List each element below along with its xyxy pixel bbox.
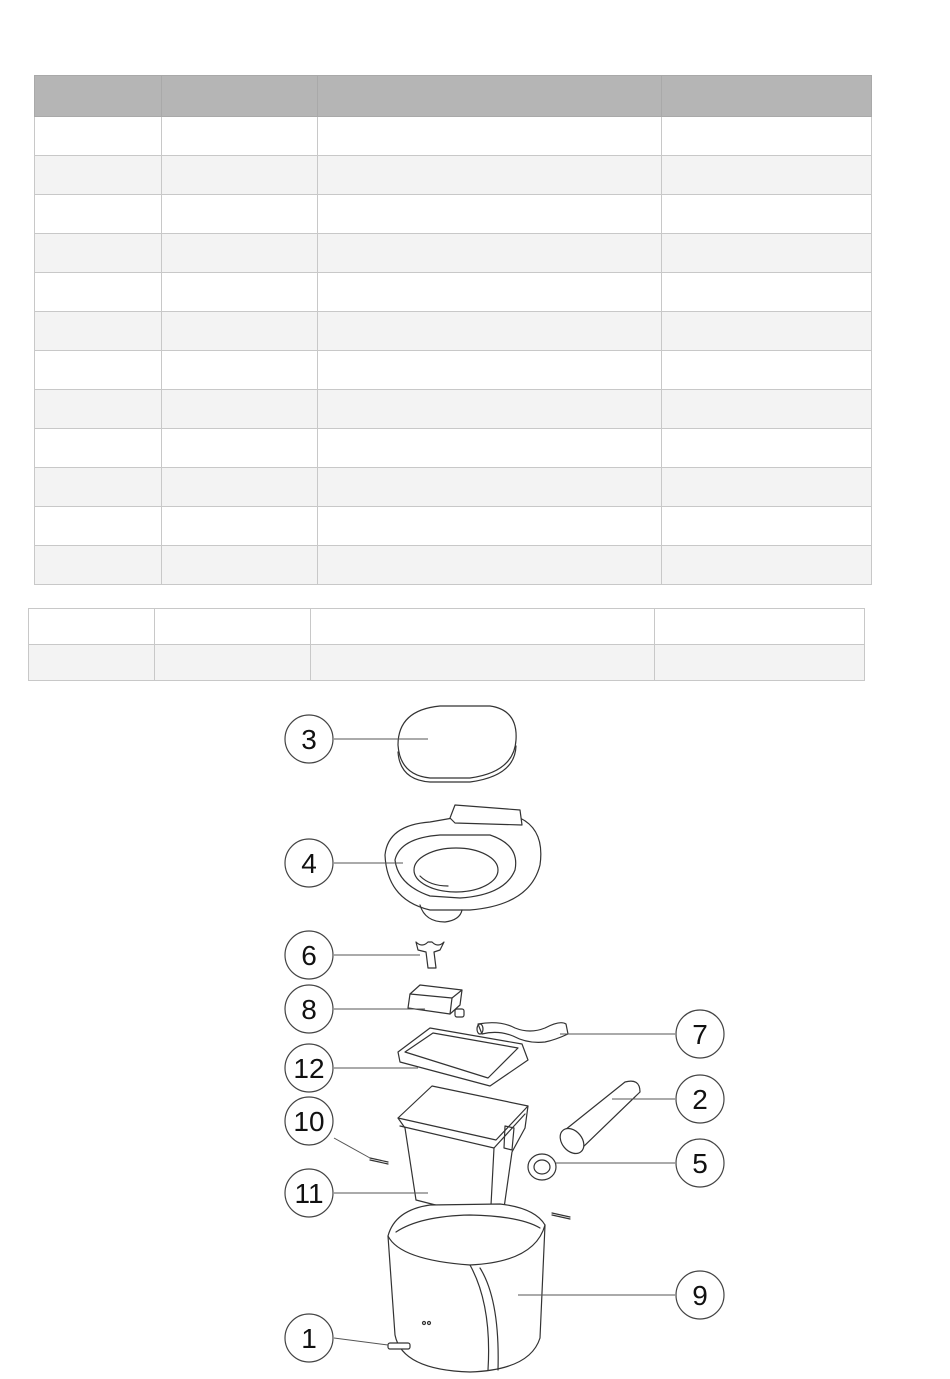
callout	[285, 1169, 333, 1217]
table-cell	[35, 351, 162, 390]
valve-part	[408, 985, 464, 1017]
callout-number: 5	[692, 1148, 708, 1179]
table-cell	[35, 390, 162, 429]
table-cell	[35, 273, 162, 312]
table-cell	[162, 390, 318, 429]
callout	[676, 1010, 724, 1058]
table-cell	[318, 429, 662, 468]
header-cell	[35, 76, 162, 117]
callout-number: 3	[301, 724, 317, 755]
table-cell	[662, 429, 872, 468]
table-row	[29, 645, 865, 681]
label-part	[388, 1343, 410, 1349]
callout	[285, 931, 333, 979]
callout	[676, 1075, 724, 1123]
table-cell	[318, 312, 662, 351]
table-cell	[35, 468, 162, 507]
table-cell	[29, 609, 155, 645]
lid-part	[398, 706, 516, 782]
table-cell	[318, 273, 662, 312]
table-cell	[662, 507, 872, 546]
callout	[285, 1314, 333, 1362]
table-cell	[318, 507, 662, 546]
parts-table	[34, 75, 872, 585]
table-cell	[162, 156, 318, 195]
extra-table	[28, 608, 865, 681]
table-cell	[155, 609, 311, 645]
callout	[285, 839, 333, 887]
clip-part	[416, 942, 444, 968]
callout-number: 9	[692, 1280, 708, 1311]
table-cell	[662, 390, 872, 429]
callout-number: 11	[294, 1178, 324, 1209]
table-cell	[29, 645, 155, 681]
table-header-row	[35, 76, 872, 117]
seat-bowl-part	[385, 805, 541, 922]
table-cell	[662, 156, 872, 195]
table-cell	[162, 429, 318, 468]
table-cell	[655, 609, 865, 645]
table-cell	[35, 195, 162, 234]
callout	[285, 1097, 333, 1145]
table-cell	[318, 546, 662, 585]
table-cell	[662, 312, 872, 351]
table-cell	[318, 390, 662, 429]
table-cell	[162, 273, 318, 312]
container-part	[398, 1086, 528, 1224]
table-cell	[35, 507, 162, 546]
header-cell	[662, 76, 872, 117]
table-cell	[662, 195, 872, 234]
table-cell	[318, 195, 662, 234]
shell-part	[388, 1204, 545, 1372]
callout-number: 12	[293, 1053, 325, 1084]
callout-number: 4	[301, 848, 317, 879]
header-cell	[318, 76, 662, 117]
table-cell	[162, 312, 318, 351]
table-cell	[162, 234, 318, 273]
table-cell	[318, 351, 662, 390]
table-cell	[162, 117, 318, 156]
table-cell	[662, 546, 872, 585]
table-cell	[318, 156, 662, 195]
table-cell	[162, 468, 318, 507]
table-row	[35, 351, 872, 390]
table-row	[35, 156, 872, 195]
table-cell	[162, 351, 318, 390]
table-cell	[35, 117, 162, 156]
table-cell	[311, 609, 655, 645]
table-row	[35, 546, 872, 585]
tube-part	[555, 1081, 640, 1158]
table-cell	[662, 273, 872, 312]
table-row	[35, 429, 872, 468]
ring-part	[528, 1154, 556, 1180]
table-cell	[35, 312, 162, 351]
table-cell	[35, 546, 162, 585]
callout	[676, 1271, 724, 1319]
callout	[676, 1139, 724, 1187]
table-cell	[162, 507, 318, 546]
callout-number: 2	[692, 1084, 708, 1115]
table-cell	[35, 156, 162, 195]
header-cell	[162, 76, 318, 117]
table-cell	[311, 645, 655, 681]
table-row	[35, 117, 872, 156]
callout	[285, 715, 333, 763]
table-cell	[155, 645, 311, 681]
callout-number: 8	[301, 994, 317, 1025]
tray-part	[398, 1028, 528, 1086]
table-row	[29, 609, 865, 645]
table-row	[35, 312, 872, 351]
table-row	[35, 273, 872, 312]
callout-number: 7	[692, 1019, 708, 1050]
callout-number: 1	[301, 1323, 317, 1354]
table-row	[35, 234, 872, 273]
table-cell	[162, 195, 318, 234]
exploded-parts-diagram	[0, 690, 950, 1379]
table-row	[35, 195, 872, 234]
table-cell	[662, 351, 872, 390]
callout	[285, 985, 333, 1033]
table-cell	[662, 234, 872, 273]
table-cell	[662, 468, 872, 507]
table-row	[35, 390, 872, 429]
callout-number: 10	[293, 1106, 325, 1137]
callout	[285, 1044, 333, 1092]
table-row	[35, 468, 872, 507]
table-cell	[35, 234, 162, 273]
table-cell	[35, 429, 162, 468]
table-cell	[318, 468, 662, 507]
table-cell	[162, 546, 318, 585]
table-cell	[318, 234, 662, 273]
table-cell	[655, 645, 865, 681]
callout-number: 6	[301, 940, 317, 971]
table-row	[35, 507, 872, 546]
table-cell	[318, 117, 662, 156]
table-cell	[662, 117, 872, 156]
